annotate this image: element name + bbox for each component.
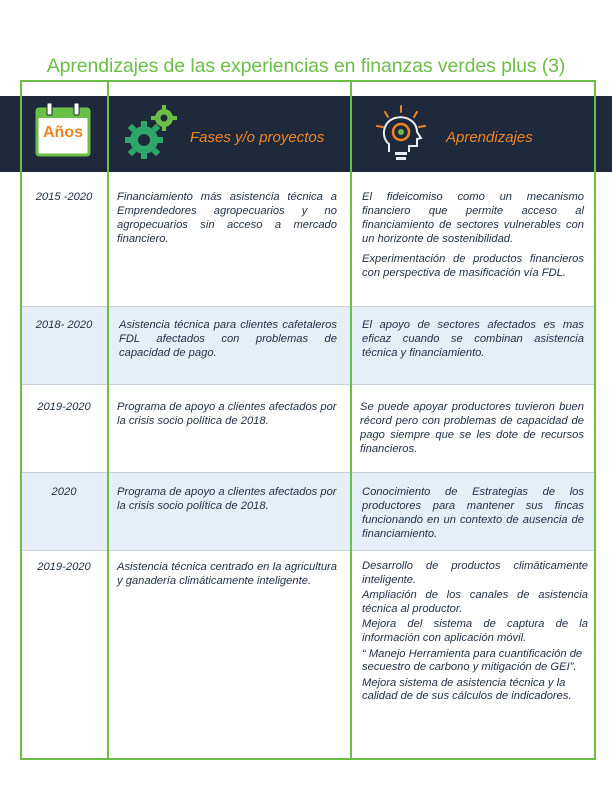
learning-item: Mejora del sistema de captura de la información con aplicación móvil. <box>362 618 588 644</box>
row-2-learnings <box>362 318 584 360</box>
learning-item: Se puede apoyar productores tuvieron buen récord pero con problemas de capacidad de pago siempre que se les dote de recursos financieros. <box>360 401 584 455</box>
row-5-phase: Asistencia técnica centrado en la agricultura y ganadería climáticamente inteligente. <box>117 561 337 587</box>
learning-item: “ Manejo Herramienta para cuantificación de secuestro de carbono y mitigación de GEI”. <box>362 647 583 674</box>
row-2-phase: Asistencia técnica para clientes cafetaleros FDL afectados con problemas de capacidad de pago. <box>119 319 337 359</box>
learning-item: Desarrollo de productos climáticamente inteligente. <box>362 560 588 586</box>
header-phases-label: Fases y/o proyectos <box>190 129 325 146</box>
row-2-year: 2018- 2020 <box>35 319 93 331</box>
column-divider-1 <box>107 80 109 760</box>
calendar-icon <box>35 103 91 157</box>
lightbulb-head-icon <box>373 104 429 164</box>
row-1-learnings <box>362 190 584 280</box>
row-4-phase: Programa de apoyo a clientes afectados por la crisis socio política de 2018. <box>117 486 337 512</box>
gears-icon <box>120 102 182 164</box>
row-1-year: 2015 -2020 <box>35 191 93 203</box>
row-3-phase: Programa de apoyo a clientes afectados por la crisis socio política de 2018. <box>117 401 337 427</box>
frame-left-line <box>20 80 22 760</box>
header-years-label: Años <box>43 124 83 141</box>
row-1-phase: Financiamiento más asistencia técnica a Emprendedores agropecuarios y no agropecuarios sin acceso a mercado financiero. <box>117 191 337 245</box>
page-title: Aprendizajes de las experiencias en finanzas verdes plus (3) <box>46 55 566 77</box>
row-3-learnings <box>360 400 584 456</box>
learning-item: Ampliación de los canales de asistencia técnica al productor. <box>362 589 588 615</box>
header-learnings-label: Aprendizajes <box>446 129 533 146</box>
column-divider-2 <box>350 80 352 760</box>
learning-item: Conocimiento de Estrategias de los productores para mantener sus fincas funcionando en un contexto de ausencia de financiamiento. <box>362 486 584 540</box>
frame-right-line <box>594 80 596 760</box>
learning-item: Experimentación de productos financieros con perspectiva de masificación vía FDL. <box>362 253 584 279</box>
learning-item: Mejora sistema de asistencia técnica y la calidad de de sus cálculos de indicadores. <box>362 676 572 703</box>
row-5-year: 2019-2020 <box>37 561 91 573</box>
row-4-year: 2020 <box>51 486 77 498</box>
row-4-learnings <box>362 485 584 541</box>
row-5-learnings <box>362 560 588 704</box>
row-3-year: 2019-2020 <box>37 401 91 413</box>
learning-item: El apoyo de sectores afectados es mas eficaz cuando se combinan asistencia técnica y financiamiento. <box>362 319 584 359</box>
learning-item: El fideicomiso como un mecanismo financiero que permite acceso al financiamiento de sectores vulnerables con un horizonte de sostenibilidad. <box>362 191 584 245</box>
